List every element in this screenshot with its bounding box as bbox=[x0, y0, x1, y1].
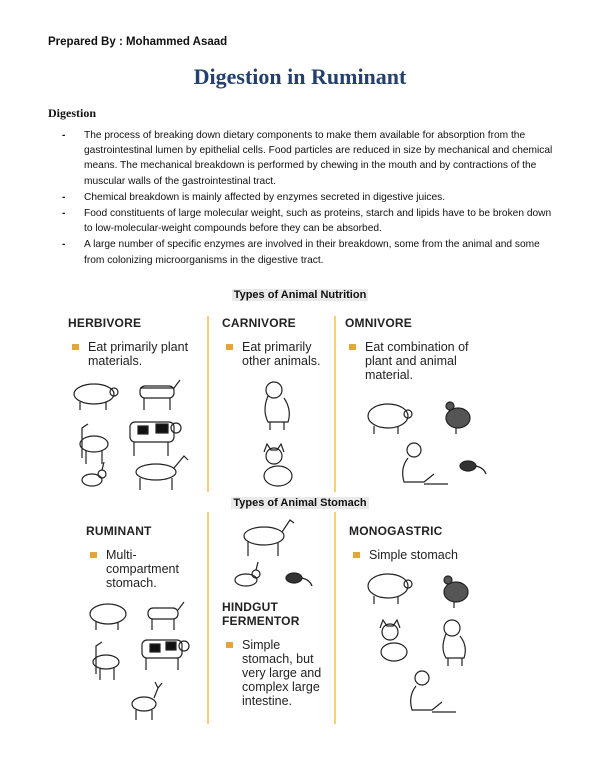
bullet-dash: - bbox=[62, 130, 66, 141]
cow-icon bbox=[130, 422, 181, 456]
list-item bbox=[62, 206, 562, 236]
cat-icon bbox=[380, 620, 407, 661]
page-title: Digestion in Ruminant bbox=[193, 64, 407, 89]
carnivore-description: Eat primarily other animals. bbox=[222, 340, 332, 368]
pig-icon bbox=[368, 574, 412, 604]
rabbit-icon bbox=[235, 562, 260, 586]
divider bbox=[207, 512, 209, 724]
hindgut-heading: HINDGUT FERMENTOR bbox=[222, 600, 300, 628]
stomach-figure bbox=[64, 512, 536, 724]
omnivore-description: Eat combination of plant and animal material. bbox=[345, 340, 495, 382]
monogastric-column bbox=[349, 524, 499, 562]
llama-icon bbox=[93, 642, 119, 680]
ruminant-animals-icon bbox=[84, 600, 204, 722]
person-icon bbox=[403, 443, 448, 484]
herbivore-animals-icon bbox=[68, 374, 198, 492]
chicken-icon bbox=[444, 576, 468, 608]
bullet-text: A large number of specific enzymes are involved in their breakdown, some from the animal and some from colonizing microorganisms in the digestive tract. bbox=[84, 239, 540, 266]
cow-icon bbox=[142, 640, 189, 670]
bullet-dash: - bbox=[62, 208, 66, 220]
omnivore-heading: OMNIVORE bbox=[345, 316, 412, 330]
list-item bbox=[62, 128, 562, 189]
prepared-by: Prepared By : Mohammed Asaad bbox=[48, 36, 228, 48]
monogastric-description: Simple stomach bbox=[349, 548, 499, 562]
omnivore-column bbox=[345, 316, 495, 382]
hindgut-description: Simple stomach, but very large and complex large intestine. bbox=[222, 638, 332, 708]
list-item bbox=[62, 190, 562, 205]
hindgut-animals-icon bbox=[224, 514, 334, 596]
sheep-icon bbox=[90, 604, 126, 630]
mouse-icon bbox=[286, 573, 312, 586]
deer-icon bbox=[132, 682, 162, 720]
horse-icon bbox=[244, 520, 294, 556]
ruminant-column bbox=[86, 524, 204, 590]
divider bbox=[334, 512, 336, 724]
ruminant-description: Multi-compartment stomach. bbox=[86, 548, 204, 590]
bullet-text: The process of breaking down dietary components to make them available for absorption from the gastrointestinal lumen by epithelial cells. Food particles are reduced in size by mechanical and chemical means. The mechanical breakdown is performed by chewing in the mouth and by contractions of the muscular walls of the gastrointestinal tract. bbox=[84, 130, 553, 187]
list-item bbox=[62, 237, 562, 267]
bullet-text: Food constituents of large molecular weight, such as proteins, starch and lipids have to be broken down to low-molecular-weight compounds before they can be absorbed. bbox=[84, 208, 552, 235]
carnivore-animals-icon bbox=[254, 380, 314, 490]
herbivore-column bbox=[68, 316, 203, 368]
monogastric-heading: MONOGASTRIC bbox=[349, 524, 443, 538]
horse-icon bbox=[136, 456, 188, 490]
goat-icon bbox=[140, 380, 180, 410]
section-heading: Digestion bbox=[48, 106, 96, 120]
chicken-icon bbox=[446, 402, 470, 434]
nutrition-caption: Types of Animal Nutrition bbox=[233, 289, 367, 301]
stomach-caption: Types of Animal Stomach bbox=[233, 497, 367, 509]
herbivore-description: Eat primarily plant materials. bbox=[68, 340, 203, 368]
sheep-icon bbox=[74, 384, 118, 410]
hindgut-column bbox=[222, 600, 332, 708]
dog-icon bbox=[265, 382, 289, 430]
llama-icon bbox=[80, 424, 108, 464]
mouse-icon bbox=[460, 461, 486, 474]
ruminant-heading: RUMINANT bbox=[86, 524, 152, 538]
cat-icon bbox=[264, 444, 292, 486]
carnivore-column bbox=[222, 316, 332, 368]
omnivore-animals-icon bbox=[364, 400, 504, 490]
person-icon bbox=[411, 671, 456, 712]
monogastric-animals-icon bbox=[360, 570, 500, 720]
divider bbox=[207, 316, 209, 492]
nutrition-figure bbox=[64, 316, 536, 492]
dog-icon bbox=[443, 620, 465, 666]
bullet-dash: - bbox=[62, 191, 66, 203]
bullet-list bbox=[62, 128, 562, 269]
bullet-dash: - bbox=[62, 239, 66, 251]
divider bbox=[334, 316, 336, 492]
herbivore-heading: HERBIVORE bbox=[68, 316, 142, 330]
rabbit-icon bbox=[82, 462, 106, 486]
pig-icon bbox=[368, 404, 412, 434]
goat-icon bbox=[148, 602, 184, 630]
carnivore-heading: CARNIVORE bbox=[222, 316, 296, 330]
bullet-text: Chemical breakdown is mainly affected by enzymes secreted in digestive juices. bbox=[84, 191, 446, 203]
